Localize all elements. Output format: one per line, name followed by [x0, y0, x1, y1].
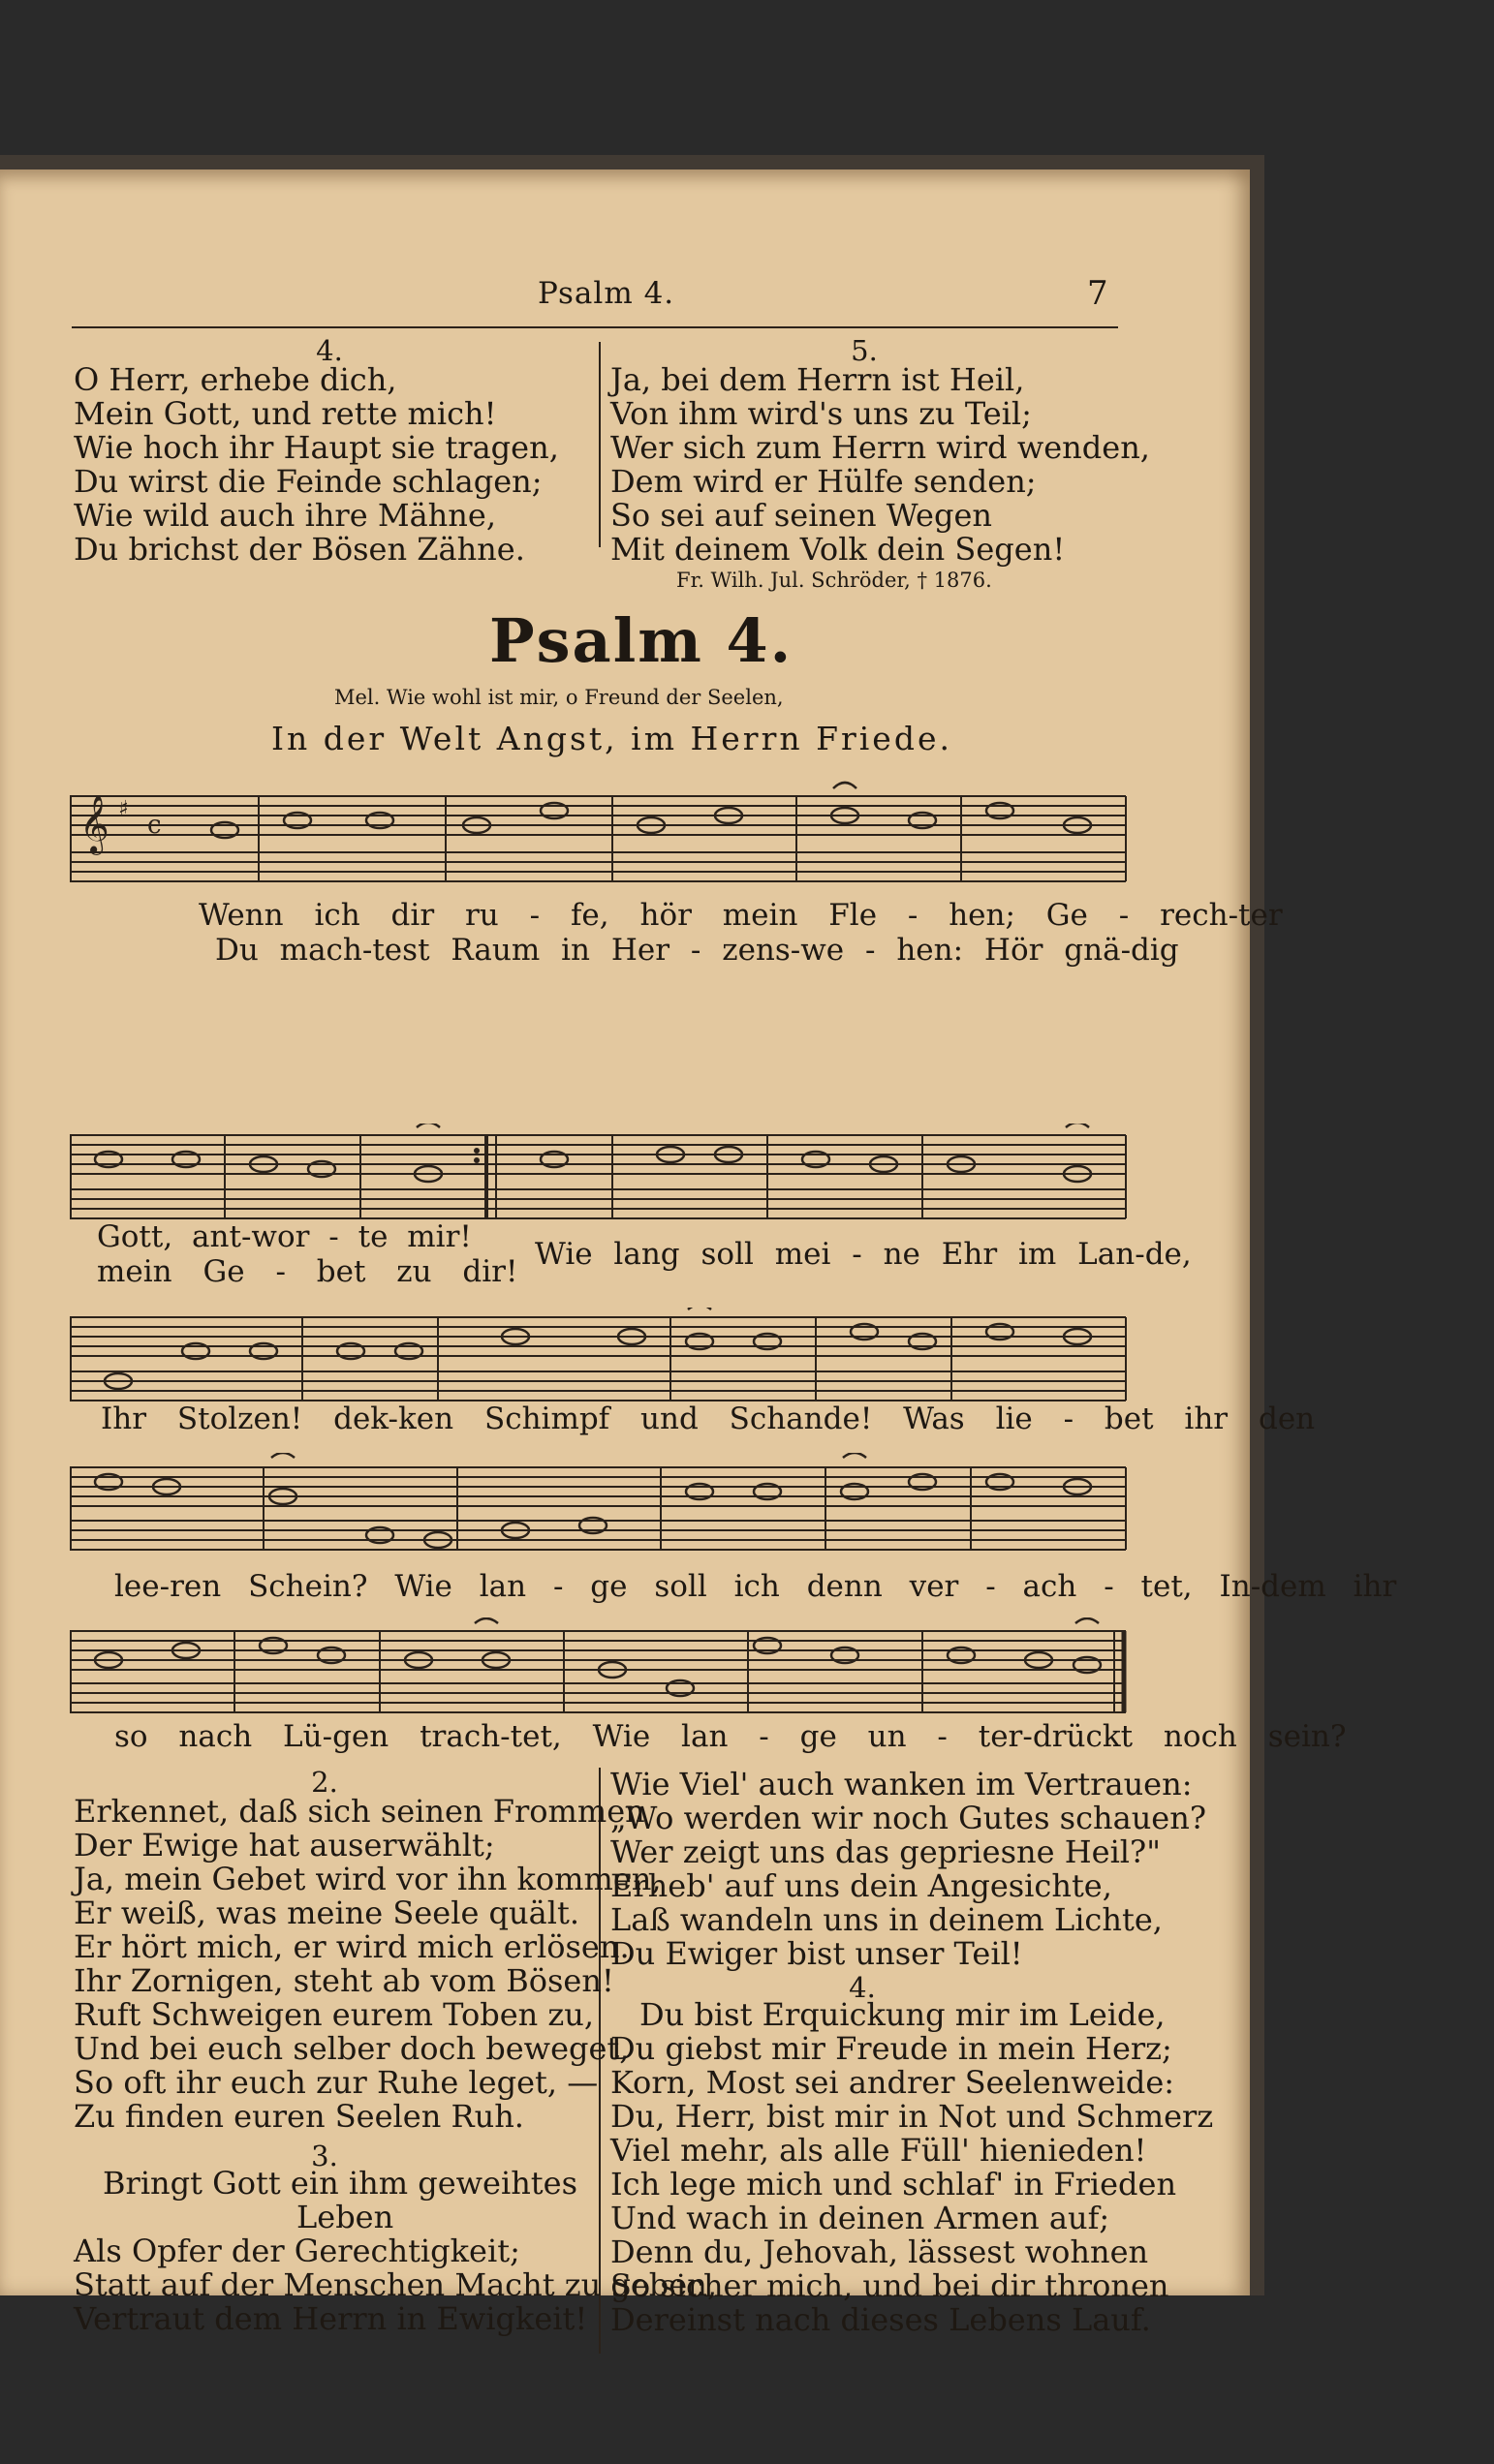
- lyric-line: Ihr Stolzen! dek-ken Schimpf und Schande! Was lie - bet ihr den: [101, 1401, 1316, 1436]
- melody-indication: Mel. Wie wohl ist mir, o Freund der Seelen,: [334, 686, 784, 709]
- verse-line: Leben: [296, 2199, 394, 2235]
- verse-line: Wie Viel' auch wanken im Vertrauen:: [610, 1766, 1193, 1802]
- verse-line: Korn, Most sei andrer Seelenweide:: [610, 2064, 1175, 2101]
- music-staff: [70, 775, 1131, 891]
- verse-line: Er hört mich, er wird mich erlösen.: [74, 1928, 630, 1965]
- verse-line: Ich lege mich und schlaf' in Frieden: [610, 2166, 1177, 2202]
- verse-line: „Wo werden wir noch Gutes schauen?: [610, 1800, 1206, 1836]
- staff-3: [70, 1308, 1131, 1409]
- verse-line: Erheb' auf uns dein Angesichte,: [610, 1867, 1112, 1904]
- verse-line: Dem wird er Hülfe senden;: [610, 463, 1037, 500]
- verse-line: Wie wild auch ihre Mähne,: [74, 497, 496, 534]
- verse-number: 4.: [849, 1971, 876, 2004]
- verse-line: Du Ewiger bist unser Teil!: [610, 1935, 1023, 1972]
- verse-5-top: [610, 363, 1150, 567]
- book-page: [0, 169, 1397, 2338]
- verse-line: Du brichst der Bösen Zähne.: [74, 531, 525, 568]
- verse-line: Mit deinem Volk dein Segen!: [610, 531, 1066, 568]
- verse-line: Erkennet, daß sich seinen Frommen: [74, 1793, 645, 1830]
- verse-line: Wer zeigt uns das gepriesne Heil?": [610, 1833, 1161, 1870]
- lyric-line: Du mach-test Raum in Her - zens-we - hen: Hör gnä-dig: [215, 933, 1179, 968]
- lyric-line: so nach Lü-gen trach-tet, Wie lan - ge un - ter-drückt noch sein?: [114, 1719, 1347, 1754]
- verse-line: So sicher mich, und bei dir thronen: [610, 2267, 1169, 2304]
- verse-line: Und wach in deinen Armen auf;: [610, 2200, 1110, 2236]
- page-number: 7: [1087, 274, 1108, 313]
- psalm-subtitle: In der Welt Angst, im Herrn Friede.: [271, 720, 952, 757]
- verse-line: Wer sich zum Herrn wird wenden,: [610, 429, 1150, 466]
- verse-line: Viel mehr, als alle Füll' hienieden!: [610, 2132, 1147, 2169]
- music-staff: [70, 1453, 1131, 1564]
- svg-text:𝄞: 𝄞: [79, 795, 109, 853]
- verse-line: Statt auf der Menschen Macht zu geben,: [74, 2266, 717, 2303]
- verse-line: Wie hoch ihr Haupt sie tragen,: [74, 429, 559, 466]
- head-rule: [72, 326, 1118, 328]
- verse-line: Mein Gott, und rette mich!: [74, 395, 497, 432]
- verse-line: Dereinst nach dieses Lebens Lauf.: [610, 2301, 1151, 2338]
- staff-5: [70, 1617, 1131, 1724]
- staff-1: [70, 775, 1131, 891]
- verse-line: Vertraut dem Herrn in Ewigkeit!: [74, 2300, 588, 2337]
- lyric-line: Wenn ich dir ru - fe, hör mein Fle - hen; Ge - rech-ter: [199, 898, 1283, 933]
- column-divider: [599, 342, 601, 547]
- verse-line: Du, Herr, bist mir in Not und Schmerz: [610, 2098, 1214, 2135]
- lyric-line: Wie lang soll mei - ne Ehr im Lan-de,: [535, 1237, 1192, 1272]
- lyric-line: mein Ge - bet zu dir!: [97, 1254, 518, 1289]
- verse-line: Ihr Zornigen, steht ab vom Bösen!: [74, 1962, 614, 1999]
- verse-3-cont: [610, 1768, 1206, 1971]
- verse-line: So oft ihr euch zur Ruhe leget, —: [74, 2064, 599, 2101]
- verse-line: Bringt Gott ein ihm geweihtes: [103, 2165, 578, 2202]
- verse-4-bottom: [610, 1998, 1213, 2337]
- verse-line: So sei auf seinen Wegen: [610, 497, 992, 534]
- verse-line: Ruft Schweigen eurem Toben zu,: [74, 1996, 595, 2033]
- staff-4: [70, 1453, 1131, 1564]
- verse-line: Du bist Erquickung mir im Leide,: [639, 1996, 1166, 2033]
- svg-text:♯: ♯: [118, 797, 129, 821]
- verse-line: Von ihm wird's uns zu Teil;: [610, 395, 1032, 432]
- verse-line: Denn du, Jehovah, lässest wohnen: [610, 2233, 1149, 2270]
- verse-4-top: [74, 363, 559, 567]
- verse-line: Laß wandeln uns in deinem Lichte,: [610, 1901, 1163, 1938]
- verse-line: Zu finden euren Seelen Ruh.: [74, 2098, 524, 2135]
- verse-number: 3.: [311, 2140, 338, 2172]
- verse-line: Du giebst mir Freude in mein Herz;: [610, 2030, 1172, 2067]
- lyric-line: Gott, ant-wor - te mir!: [97, 1219, 472, 1254]
- music-staff: [70, 1124, 1131, 1230]
- verse-number: 4.: [316, 334, 343, 367]
- verse-number: 5.: [851, 334, 878, 367]
- verse-line: Er weiß, was meine Seele quält.: [74, 1894, 579, 1931]
- verse-line: Ja, bei dem Herrn ist Heil,: [610, 361, 1025, 398]
- verse-line: Der Ewige hat auserwählt;: [74, 1827, 495, 1863]
- lyric-line: lee-ren Schein? Wie lan - ge soll ich denn ver - ach - tet, In-dem ihr: [114, 1569, 1397, 1604]
- verse-line: Ja, mein Gebet wird vor ihn kommen,: [74, 1861, 662, 1897]
- verse-line: Und bei euch selber doch beweget,: [74, 2030, 630, 2067]
- running-head: Psalm 4.: [538, 276, 675, 311]
- verse-2: [74, 1795, 662, 2134]
- verse-line: O Herr, erhebe dich,: [74, 361, 397, 398]
- verse-line: Du wirst die Feinde schlagen;: [74, 463, 543, 500]
- author-credit: Fr. Wilh. Jul. Schröder, † 1876.: [676, 569, 992, 592]
- svg-text:c: c: [147, 811, 162, 840]
- music-staff: [70, 1617, 1131, 1724]
- verse-line: Als Opfer der Gerechtigkeit;: [74, 2233, 520, 2269]
- music-staff: [70, 1308, 1131, 1409]
- staff-2: [70, 1124, 1131, 1230]
- verse-number: 2.: [311, 1766, 338, 1799]
- psalm-title: Psalm 4.: [489, 605, 794, 676]
